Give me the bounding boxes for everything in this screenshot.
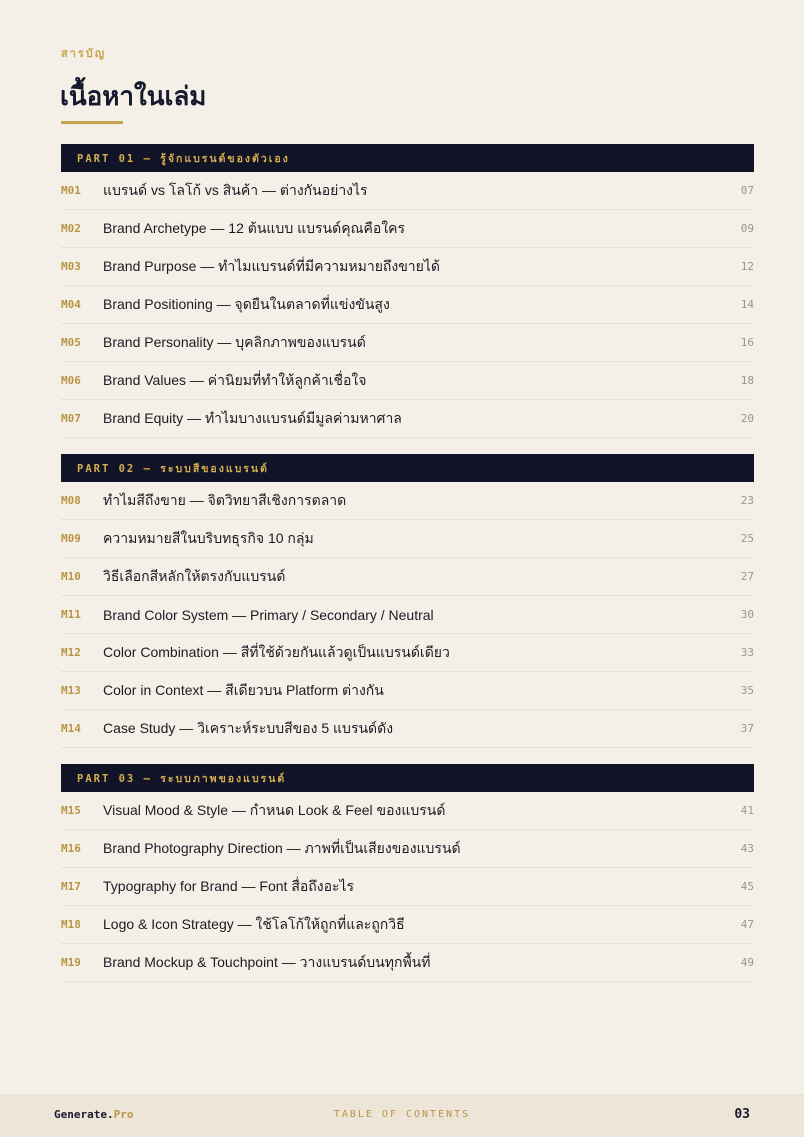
entry-page: 12 (740, 260, 754, 273)
entry-code: M02 (61, 222, 81, 235)
table-of-contents (61, 144, 754, 982)
toc-entry[interactable] (61, 596, 754, 634)
entry-title: Logo & Icon Strategy — ใช้โลโก้ให้ถูกที่และถูกวิธี (103, 915, 405, 932)
toc-entry[interactable] (61, 286, 754, 324)
entry-code: M18 (61, 918, 81, 931)
toc-entry[interactable] (61, 906, 754, 944)
part-header-03: PART 03 — ระบบภาพของแบรนด์ (61, 764, 754, 792)
entry-code: M11 (61, 608, 81, 621)
footer-page-number: 03 (734, 1107, 750, 1122)
entry-title: Brand Archetype — 12 ต้นแบบ แบรนด์คุณคือใคร (103, 219, 406, 236)
toc-entry[interactable] (61, 672, 754, 710)
entry-title: Brand Photography Direction — ภาพที่เป็นเสียงของแบรนด์ (103, 839, 461, 856)
entry-page: 49 (740, 956, 754, 969)
entry-page: 30 (740, 608, 754, 621)
toc-entry[interactable] (61, 248, 754, 286)
entry-page: 41 (740, 804, 754, 817)
toc-entry[interactable] (61, 558, 754, 596)
entry-code: M03 (61, 260, 81, 273)
entry-title: วิธีเลือกสีหลักให้ตรงกับแบรนด์ (103, 567, 286, 584)
part-spacer (61, 438, 754, 454)
toc-entry[interactable] (61, 634, 754, 672)
toc-entry[interactable] (61, 868, 754, 906)
entry-page: 20 (740, 412, 754, 425)
toc-entry[interactable] (61, 210, 754, 248)
entry-page: 18 (740, 374, 754, 387)
entry-code: M08 (61, 494, 81, 507)
entry-title: Brand Positioning — จุดยืนในตลาดที่แข่งขันสูง (103, 295, 390, 312)
entry-page: 16 (740, 336, 754, 349)
entry-title: Color in Context — สีเดียวบน Platform ต่างกัน (103, 681, 384, 698)
entry-code: M12 (61, 646, 81, 659)
entry-title: Brand Purpose — ทำไมแบรนด์ที่มีความหมายถึงขายได้ (103, 257, 440, 274)
entry-code: M10 (61, 570, 81, 583)
entry-page: 33 (740, 646, 754, 659)
entry-page: 09 (740, 222, 754, 235)
entry-title: Brand Equity — ทำไมบางแบรนด์มีมูลค่ามหาศาล (103, 409, 402, 426)
entry-code: M06 (61, 374, 81, 387)
entry-code: M01 (61, 184, 81, 197)
entry-title: Typography for Brand — Font สื่อถึงอะไร (103, 877, 355, 894)
toc-entry[interactable] (61, 710, 754, 748)
part-header-02: PART 02 — ระบบสีของแบรนด์ (61, 454, 754, 482)
entry-code: M05 (61, 336, 81, 349)
entry-page: 35 (740, 684, 754, 697)
entry-code: M16 (61, 842, 81, 855)
entry-code: M19 (61, 956, 81, 969)
entry-page: 27 (740, 570, 754, 583)
entry-page: 07 (740, 184, 754, 197)
page-footer (0, 1094, 804, 1137)
entry-page: 37 (740, 722, 754, 735)
entry-title: ความหมายสีในบริบทธุรกิจ 10 กลุ่ม (103, 529, 314, 546)
toc-entry[interactable] (61, 792, 754, 830)
entry-code: M17 (61, 880, 81, 893)
toc-entry[interactable] (61, 172, 754, 210)
entry-code: M04 (61, 298, 81, 311)
entry-code: M07 (61, 412, 81, 425)
part-header-01: PART 01 — รู้จักแบรนด์ของตัวเอง (61, 144, 754, 172)
toc-entry[interactable] (61, 482, 754, 520)
part-spacer (61, 748, 754, 764)
toc-entry[interactable] (61, 324, 754, 362)
entry-title: Visual Mood & Style — กำหนด Look & Feel ของแบรนด์ (103, 801, 446, 818)
entry-title: Color Combination — สีที่ใช้ด้วยกันแล้วดูเป็นแบรนด์เดียว (103, 643, 450, 660)
entry-title: Brand Color System — Primary / Secondary / Neutral (103, 606, 434, 623)
footer-section-label: TABLE OF CONTENTS (333, 1109, 471, 1120)
entry-title: Brand Mockup & Touchpoint — วางแบรนด์บนทุกพื้นที่ (103, 953, 431, 970)
entry-code: M09 (61, 532, 81, 545)
toc-entry[interactable] (61, 944, 754, 982)
entry-title: Case Study — วิเคราะห์ระบบสีของ 5 แบรนด์ดัง (103, 719, 394, 736)
toc-entry[interactable] (61, 830, 754, 868)
entry-page: 47 (740, 918, 754, 931)
footer-brand-accent: Pro (113, 1108, 134, 1121)
entry-title: แบรนด์ vs โลโก้ vs สินค้า — ต่างกันอย่างไร (103, 181, 368, 198)
entry-page: 23 (740, 494, 754, 507)
page-title: เนื้อหาในเล่ม (60, 82, 207, 112)
toc-entry[interactable] (61, 362, 754, 400)
toc-entry[interactable] (61, 400, 754, 438)
entry-page: 43 (740, 842, 754, 855)
entry-page: 14 (740, 298, 754, 311)
entry-code: M14 (61, 722, 81, 735)
title-underline (61, 121, 123, 124)
entry-title: ทำไมสีถึงขาย — จิตวิทยาสีเชิงการตลาด (103, 491, 347, 508)
entry-title: Brand Personality — บุคลิกภาพของแบรนด์ (103, 333, 366, 350)
entry-page: 25 (740, 532, 754, 545)
toc-entry[interactable] (61, 520, 754, 558)
footer-brand-main: Generate. (54, 1108, 114, 1121)
toc-eyebrow: สารบัญ (61, 47, 107, 60)
entry-page: 45 (740, 880, 754, 893)
entry-code: M15 (61, 804, 81, 817)
entry-code: M13 (61, 684, 81, 697)
entry-title: Brand Values — ค่านิยมที่ทำให้ลูกค้าเชื่อใจ (103, 371, 367, 388)
